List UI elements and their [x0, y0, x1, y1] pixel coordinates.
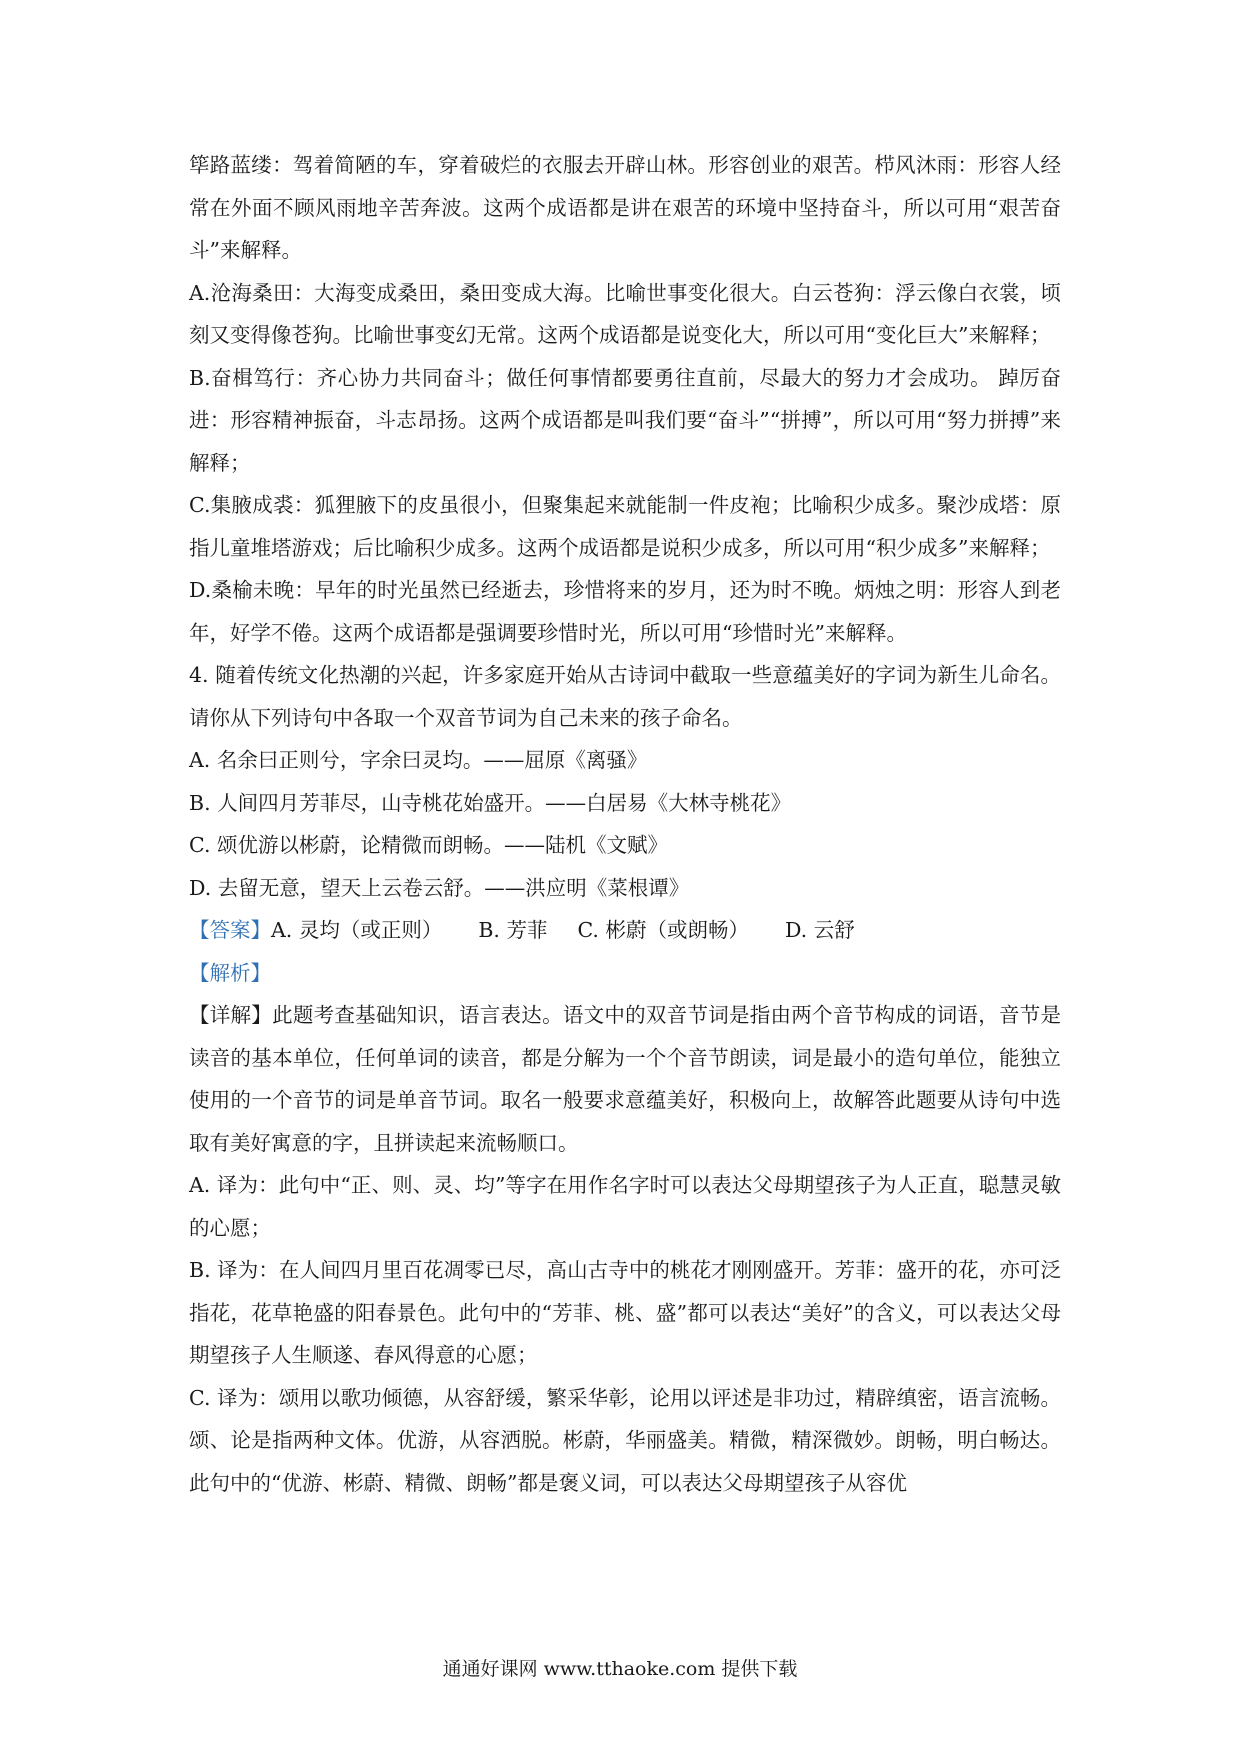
- answer-label: 【答案】: [189, 918, 271, 942]
- question-4-option-c: C. 颂优游以彬蔚，论精微而朗畅。——陆机《文赋》: [189, 833, 668, 857]
- question-4-stem: 4. 随着传统文化热潮的兴起，许多家庭开始从古诗词中截取一些意蕴美好的字词为新生儿命名。请你从下列诗句中各取一个双音节词为自己未来的孩子命名。: [189, 663, 1061, 730]
- question-4-option-b: B. 人间四月芳菲尽，山寺桃花始盛开。——白居易《大林寺桃花》: [189, 790, 792, 815]
- answer-d: D. 云舒: [784, 918, 855, 942]
- explanation-b: B. 译为：在人间四月里百花凋零已尽，高山古寺中的桃花才刚刚盛开。芳菲：盛开的花，亦可泛指花，花草艳盛的阳春景色。此句中的“芳菲、桃、盛”都可以表达“美好”的含义，可以表达父母期望孩子人生顺遂、春风得意的心愿；: [189, 1258, 1061, 1367]
- question-4-option-a: A. 名余曰正则兮，字余曰灵均。——屈原《离骚》: [189, 748, 648, 772]
- paragraph-option-d-explanation: D.桑榆未晚：早年的时光虽然已经逝去，珍惜将来的岁月，还为时不晚。炳烛之明：形容人到老年，好学不倦。这两个成语都是强调要珍惜时光，所以可用“珍惜时光”来解释。: [189, 578, 1061, 645]
- detail-paragraph: [189, 994, 1061, 1164]
- paragraph-idiom-definitions: 筚路蓝缕：驾着简陋的车，穿着破烂的衣服去开辟山林。形容创业的艰苦。栉风沐雨：形容人经常在外面不顾风雨地辛苦奔波。这两个成语都是讲在艰苦的环境中坚持奋斗，所以可用“艰苦奋斗”来解释。: [189, 153, 1061, 262]
- answer-a: A. 灵均（或正则）: [271, 918, 443, 942]
- detail-text: 此题考查基础知识，语言表达。语文中的双音节词是指由两个音节构成的词语，音节是读音的基本单位，任何单词的读音，都是分解为一个个音节朗读，词是最小的造句单位，能独立使用的一个音节的词是单音节词。取名一般要求意蕴美好，积极向上，故解答此题要从诗句中选取有美好寓意的字，且拼读起来流畅顺口。: [189, 1003, 1062, 1155]
- explanation-a: A. 译为：此句中“正、则、灵、均”等字在用作名字时可以表达父母期望孩子为人正直，聪慧灵敏的心愿；: [189, 1173, 1061, 1240]
- question-4-option-d: D. 去留无意，望天上云卷云舒。——洪应明《菜根谭》: [189, 875, 690, 900]
- answer-c: C. 彬蔚（或朗畅）: [577, 918, 749, 942]
- detail-label: 【详解】: [189, 1003, 273, 1027]
- analysis-label: 【解析】: [189, 960, 271, 985]
- paragraph-option-c-explanation: C.集腋成裘：狐狸腋下的皮虽很小，但聚集起来就能制一件皮袍；比喻积少成多。聚沙成塔：原指儿童堆塔游戏；后比喻积少成多。这两个成语都是说积少成多，所以可用“积少成多”来解释；: [189, 493, 1061, 560]
- document-body: [189, 144, 1061, 1504]
- paragraph-option-a-explanation: A.沧海桑田：大海变成桑田，桑田变成大海。比喻世事变化很大。白云苍狗：浮云像白衣裳，顷刻又变得像苍狗。比喻世事变幻无常。这两个成语都是说变化大，所以可用“变化巨大”来解释；: [189, 280, 1061, 347]
- page-footer: 通通好课网 www.tthaoke.com 提供下载: [442, 1658, 798, 1680]
- explanation-c: C. 译为：颂用以歌功倾德，从容舒缓，繁采华彰，论用以评述是非功过，精辟缜密，语言流畅。颂、论是指两种文体。优游，从容洒脱。彬蔚，华丽盛美。精微，精深微妙。朗畅，明白畅达。此句中的“优游、彬蔚、精微、朗畅”都是褒义词，可以表达父母期望孩子从容优: [189, 1385, 1061, 1495]
- answer-line: [189, 909, 1061, 952]
- answer-b: B. 芳菲: [478, 918, 548, 942]
- paragraph-option-b-explanation: B.奋楫笃行：齐心协力共同奋斗；做任何事情都要勇往直前，尽最大的努力才会成功。 踔厉奋进：形容精神振奋，斗志昂扬。这两个成语都是叫我们要“奋斗”“拼搏”，所以可用“努力拼搏”来解释；: [189, 365, 1061, 475]
